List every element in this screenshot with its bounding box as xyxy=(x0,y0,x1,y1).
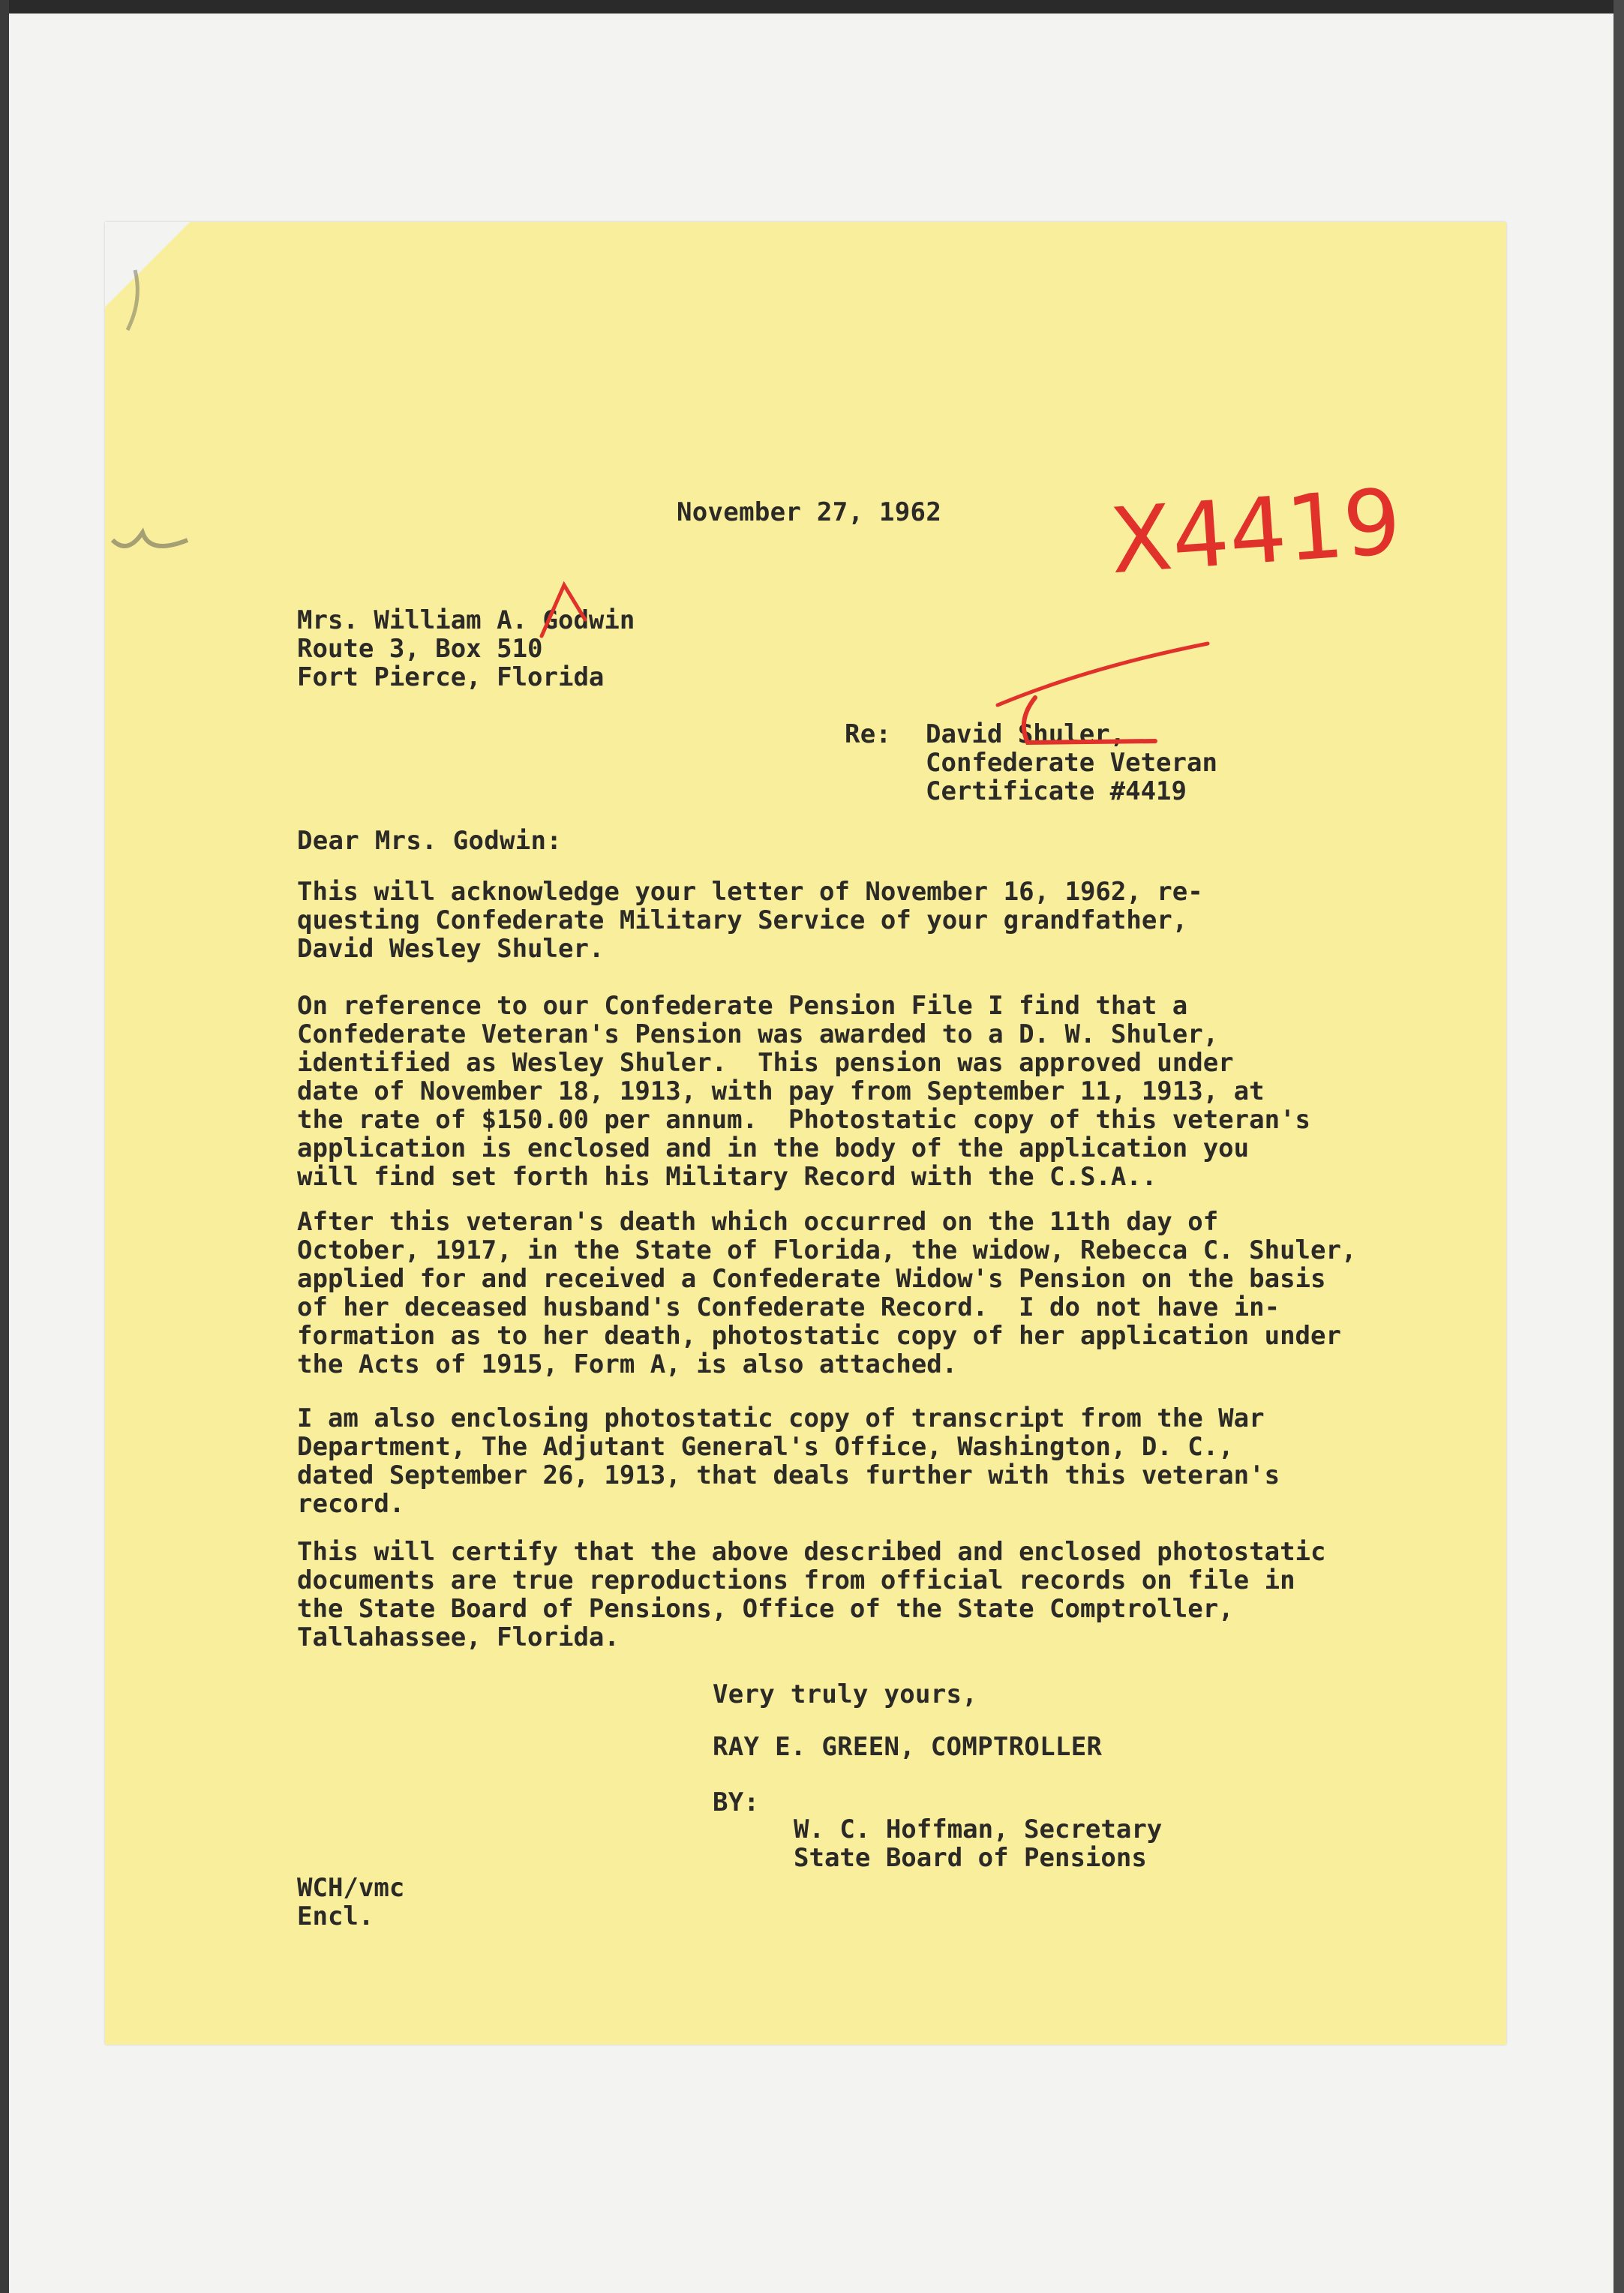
salutation: Dear Mrs. Godwin: xyxy=(297,826,563,856)
body-line: application is enclosed and in the body of the application you xyxy=(297,1133,1250,1163)
body-line: I am also enclosing photostatic copy of transcript from the War xyxy=(297,1403,1265,1433)
body-line: of her deceased husband's Confederate Record. I do not have in- xyxy=(297,1292,1280,1322)
handwritten-certificate-number: X4419 xyxy=(1106,470,1404,595)
recipient-line: Mrs. William A. Godwin xyxy=(297,605,635,635)
recipient-line: Route 3, Box 510 xyxy=(297,634,543,664)
closing: Very truly yours, xyxy=(713,1679,978,1709)
body-line: the Acts of 1915, Form A, is also attached. xyxy=(297,1349,958,1379)
body-line: Tallahassee, Florida. xyxy=(297,1622,620,1652)
body-line: On reference to our Confederate Pension File I find that a xyxy=(297,991,1188,1021)
body-line: This will acknowledge your letter of November 16, 1962, re- xyxy=(297,877,1203,907)
by-label: BY: xyxy=(713,1787,760,1817)
re-line: David Shuler, xyxy=(926,719,1126,749)
body-line: After this veteran's death which occurred on the 11th day of xyxy=(297,1207,1219,1237)
body-line: questing Confederate Military Service of your grandfather, xyxy=(297,905,1188,935)
signer-line: State Board of Pensions xyxy=(794,1843,1147,1873)
re-line: Confederate Veteran xyxy=(926,748,1217,778)
initials-line: WCH/vmc xyxy=(297,1873,405,1903)
body-line: applied for and received a Confederate Widow's Pension on the basis xyxy=(297,1264,1326,1294)
body-line: date of November 18, 1913, with pay from September 11, 1913, at xyxy=(297,1076,1265,1106)
body-line: documents are true reproductions from official records on file in xyxy=(297,1565,1295,1595)
body-line: This will certify that the above described and enclosed photostatic xyxy=(297,1537,1326,1567)
signer-line: W. C. Hoffman, Secretary xyxy=(794,1814,1163,1844)
body-line: formation as to her death, photostatic copy of her application under xyxy=(297,1321,1341,1351)
signer-title: RAY E. GREEN, COMPTROLLER xyxy=(713,1732,1103,1762)
re-line: Certificate #4419 xyxy=(926,776,1187,806)
body-line: dated September 26, 1913, that deals further with this veteran's xyxy=(297,1460,1280,1490)
body-line: record. xyxy=(297,1489,405,1519)
body-line: Confederate Veteran's Pension was awarded to a D. W. Shuler, xyxy=(297,1019,1219,1049)
body-line: will find set forth his Military Record with the C.S.A.. xyxy=(297,1162,1157,1192)
body-line: October, 1917, in the State of Florida, the widow, Rebecca C. Shuler, xyxy=(297,1235,1357,1265)
body-line: the rate of $150.00 per annum. Photostatic copy of this veteran's xyxy=(297,1105,1311,1135)
body-line: David Wesley Shuler. xyxy=(297,934,605,964)
body-line: the State Board of Pensions, Office of the State Comptroller, xyxy=(297,1594,1234,1624)
initials-line: Encl. xyxy=(297,1901,374,1931)
body-line: Department, The Adjutant General's Office, Washington, D. C., xyxy=(297,1432,1234,1462)
letter-date: November 27, 1962 xyxy=(677,497,942,527)
recipient-line: Fort Pierce, Florida xyxy=(297,662,605,692)
body-line: identified as Wesley Shuler. This pension was approved under xyxy=(297,1048,1234,1078)
re-label: Re: xyxy=(845,719,892,749)
